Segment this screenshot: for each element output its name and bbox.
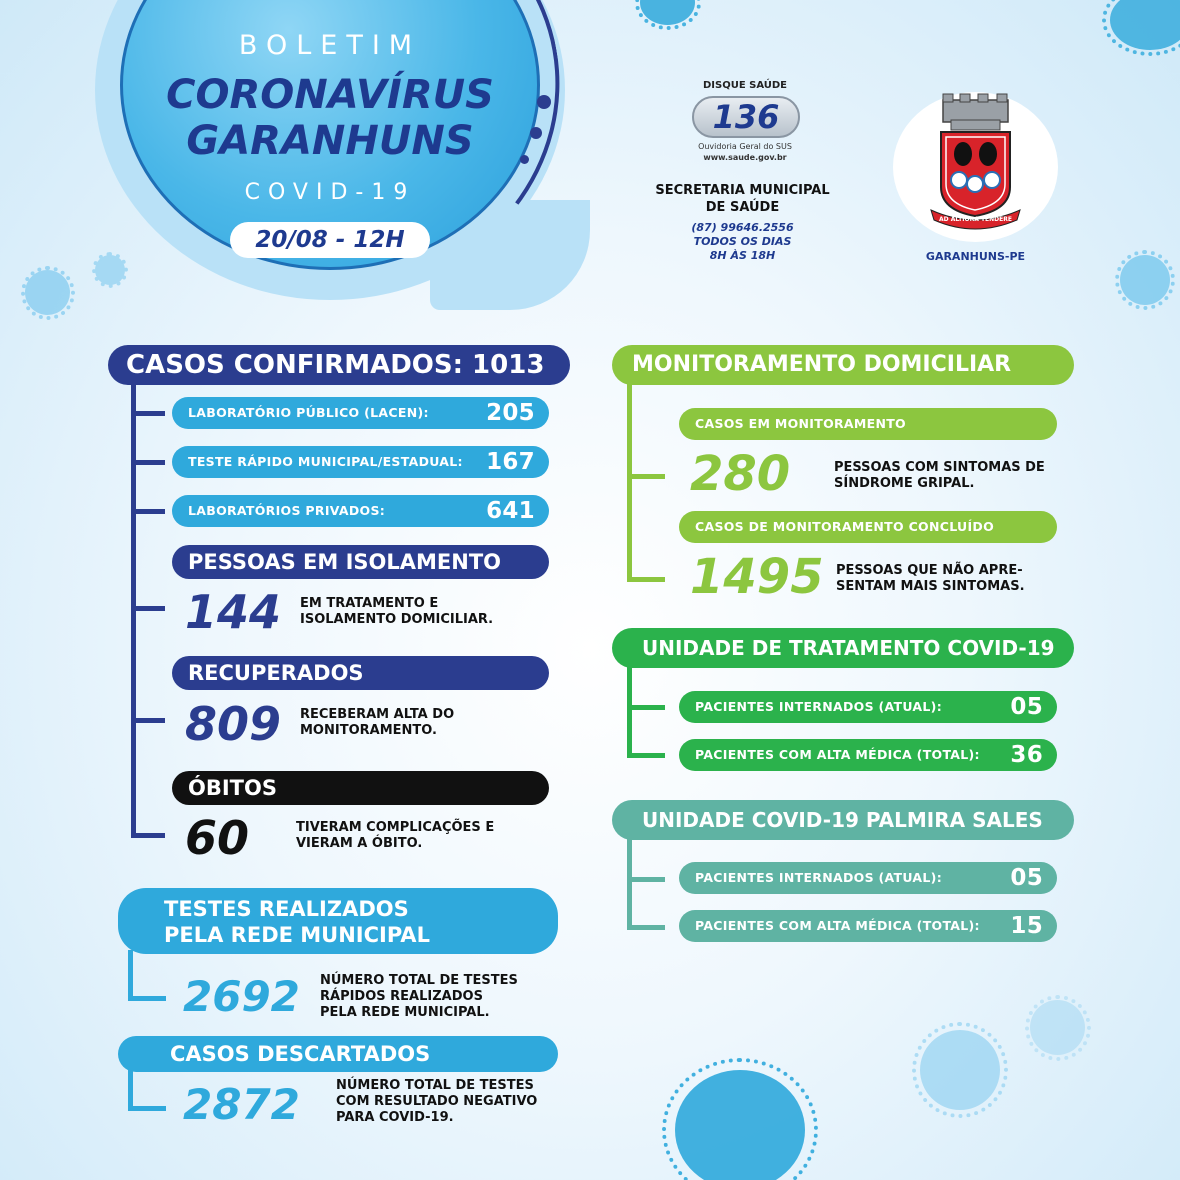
virus-decoration-icon xyxy=(640,0,695,25)
testes-title1: TESTES REALIZADOS xyxy=(164,897,409,921)
header-date: 20/08 - 12H xyxy=(230,222,430,258)
tree-branch xyxy=(627,577,665,582)
confirmados-item-value: 167 xyxy=(486,449,535,475)
secretaria-info xyxy=(660,221,825,263)
disque-sub1: Ouvidoria Geral do SUS xyxy=(698,142,792,151)
secretaria-title-line2: DE SAÚDE xyxy=(705,200,780,215)
palmira-item-label: PACIENTES COM ALTA MÉDICA (TOTAL): xyxy=(695,918,980,933)
tree-branch xyxy=(627,925,665,930)
virus-decoration-icon xyxy=(675,1070,805,1180)
city-crest xyxy=(893,92,1058,242)
secretaria-days: TODOS OS DIAS xyxy=(693,235,792,248)
tree-branch xyxy=(128,1106,166,1111)
tree-branch xyxy=(131,509,165,514)
tree-branch xyxy=(131,718,165,723)
monitoramento-concl-value: 1495 xyxy=(690,549,824,605)
unidade-item-label: PACIENTES INTERNADOS (ATUAL): xyxy=(695,699,942,714)
header-subtitle: COVID-19 xyxy=(244,180,416,205)
unidade-item-value: 05 xyxy=(1010,694,1043,720)
monitoramento-concl-label: CASOS DE MONITORAMENTO CONCLUÍDO xyxy=(679,511,1057,543)
monitoramento-concl-desc1: PESSOAS QUE NÃO APRE- xyxy=(836,563,1023,578)
recuperados-desc1: RECEBERAM ALTA DO xyxy=(300,707,455,722)
tree-line xyxy=(128,950,133,1000)
virus-decoration-icon xyxy=(1120,255,1170,305)
tree-branch xyxy=(627,474,665,479)
testes-header xyxy=(118,888,558,954)
monitoramento-concl-desc xyxy=(836,563,1025,595)
secretaria-hours: 8H ÀS 18H xyxy=(709,249,776,262)
obitos-header: ÓBITOS xyxy=(172,771,549,805)
unidade-item-value: 36 xyxy=(1010,742,1043,768)
virus-decoration-icon xyxy=(25,270,70,315)
secretaria-title-line1: SECRETARIA MUNICIPAL xyxy=(655,183,830,198)
virus-decoration-icon xyxy=(1030,1000,1085,1055)
recuperados-header: RECUPERADOS xyxy=(172,656,549,690)
descartados-value: 2872 xyxy=(183,1080,300,1129)
secretaria-phone: (87) 99646.2556 xyxy=(691,221,794,234)
header-title xyxy=(130,72,530,164)
unidade-item xyxy=(679,739,1057,771)
isolamento-desc xyxy=(300,596,493,628)
monitoramento-em-label: CASOS EM MONITORAMENTO xyxy=(679,408,1057,440)
palmira-item-label: PACIENTES INTERNADOS (ATUAL): xyxy=(695,870,942,885)
tree-branch xyxy=(131,411,165,416)
disque-sub2: www.saude.gov.br xyxy=(703,153,787,162)
virus-decoration-icon xyxy=(1110,0,1180,50)
obitos-value: 60 xyxy=(185,811,250,865)
recuperados-desc2: MONITORAMENTO. xyxy=(300,723,437,738)
palmira-item xyxy=(679,910,1057,942)
confirmados-item xyxy=(172,397,549,429)
tree-line xyxy=(128,1068,133,1110)
descartados-desc xyxy=(336,1078,537,1126)
monitoramento-em-desc1: PESSOAS COM SINTOMAS DE xyxy=(834,460,1045,475)
testes-title2: PELA REDE MUNICIPAL xyxy=(164,923,430,947)
tree-branch xyxy=(627,753,665,758)
header-boletim: BOLETIM xyxy=(238,30,422,61)
palmira-item-value: 15 xyxy=(1010,913,1043,939)
monitoramento-em-desc2: SÍNDROME GRIPAL. xyxy=(834,476,975,491)
tree-branch xyxy=(627,877,665,882)
recuperados-value: 809 xyxy=(185,697,282,751)
isolamento-desc2: ISOLAMENTO DOMICILIAR. xyxy=(300,612,494,627)
header-dot xyxy=(537,95,551,109)
crest-city: GARANHUNS-PE xyxy=(925,250,1026,263)
confirmados-item-label: LABORATÓRIO PÚBLICO (LACEN): xyxy=(188,405,429,420)
obitos-desc1: TIVERAM COMPLICAÇÕES E xyxy=(296,820,495,835)
tree-branch xyxy=(131,833,165,838)
confirmados-item xyxy=(172,446,549,478)
testes-desc3: PELA REDE MUNICIPAL. xyxy=(320,1005,490,1020)
unidade-item-label: PACIENTES COM ALTA MÉDICA (TOTAL): xyxy=(695,747,980,762)
monitoramento-header: MONITORAMENTO DOMICILIAR xyxy=(612,345,1074,385)
palmira-item xyxy=(679,862,1057,894)
testes-desc xyxy=(320,973,518,1021)
tree-line xyxy=(627,838,632,930)
descartados-desc3: PARA COVID-19. xyxy=(336,1110,454,1125)
isolamento-header: PESSOAS EM ISOLAMENTO xyxy=(172,545,549,579)
tree-branch xyxy=(131,460,165,465)
obitos-desc xyxy=(296,820,494,852)
descartados-desc2: COM RESULTADO NEGATIVO xyxy=(336,1094,538,1109)
confirmados-header: CASOS CONFIRMADOS: 1013 xyxy=(108,345,570,385)
confirmados-item-value: 205 xyxy=(486,400,535,426)
virus-decoration-icon xyxy=(95,255,125,285)
isolamento-desc1: EM TRATAMENTO E xyxy=(300,596,439,611)
unidade-header: UNIDADE DE TRATAMENTO COVID-19 xyxy=(612,628,1074,668)
disque-sub xyxy=(690,141,800,163)
obitos-desc2: VIERAM A ÓBITO. xyxy=(296,836,423,851)
crest-motto: AD ALTIORA TENDERE xyxy=(939,216,1012,223)
tree-branch xyxy=(627,705,665,710)
monitoramento-concl-desc2: SENTAM MAIS SINTOMAS. xyxy=(836,579,1025,594)
descartados-header: CASOS DESCARTADOS xyxy=(118,1036,558,1072)
descartados-desc1: NÚMERO TOTAL DE TESTES xyxy=(336,1078,534,1093)
testes-value: 2692 xyxy=(183,972,300,1021)
palmira-item-value: 05 xyxy=(1010,865,1043,891)
tree-line xyxy=(627,383,632,581)
header-title-line1: CORONAVÍRUS xyxy=(166,72,494,118)
disque-label: DISQUE SAÚDE xyxy=(702,80,788,91)
tree-branch xyxy=(131,606,165,611)
tree-line xyxy=(627,666,632,758)
virus-decoration-icon xyxy=(920,1030,1000,1110)
testes-desc1: NÚMERO TOTAL DE TESTES xyxy=(320,973,518,988)
palmira-header: UNIDADE COVID-19 PALMIRA SALES xyxy=(612,800,1074,840)
header-dot xyxy=(530,127,542,139)
recuperados-desc xyxy=(300,707,454,739)
confirmados-item-value: 641 xyxy=(486,498,535,524)
testes-desc2: RÁPIDOS REALIZADOS xyxy=(320,989,483,1004)
disque-number: 136 xyxy=(692,96,800,138)
unidade-item xyxy=(679,691,1057,723)
confirmados-item-label: TESTE RÁPIDO MUNICIPAL/ESTADUAL: xyxy=(188,454,463,469)
confirmados-item xyxy=(172,495,549,527)
header-title-line2: GARANHUNS xyxy=(186,118,474,164)
confirmados-item-label: LABORATÓRIOS PRIVADOS: xyxy=(188,503,386,518)
isolamento-value: 144 xyxy=(185,585,282,639)
secretaria-title xyxy=(640,182,845,216)
monitoramento-em-desc xyxy=(834,460,1045,492)
tree-branch xyxy=(128,996,166,1001)
monitoramento-em-value: 280 xyxy=(690,446,791,502)
